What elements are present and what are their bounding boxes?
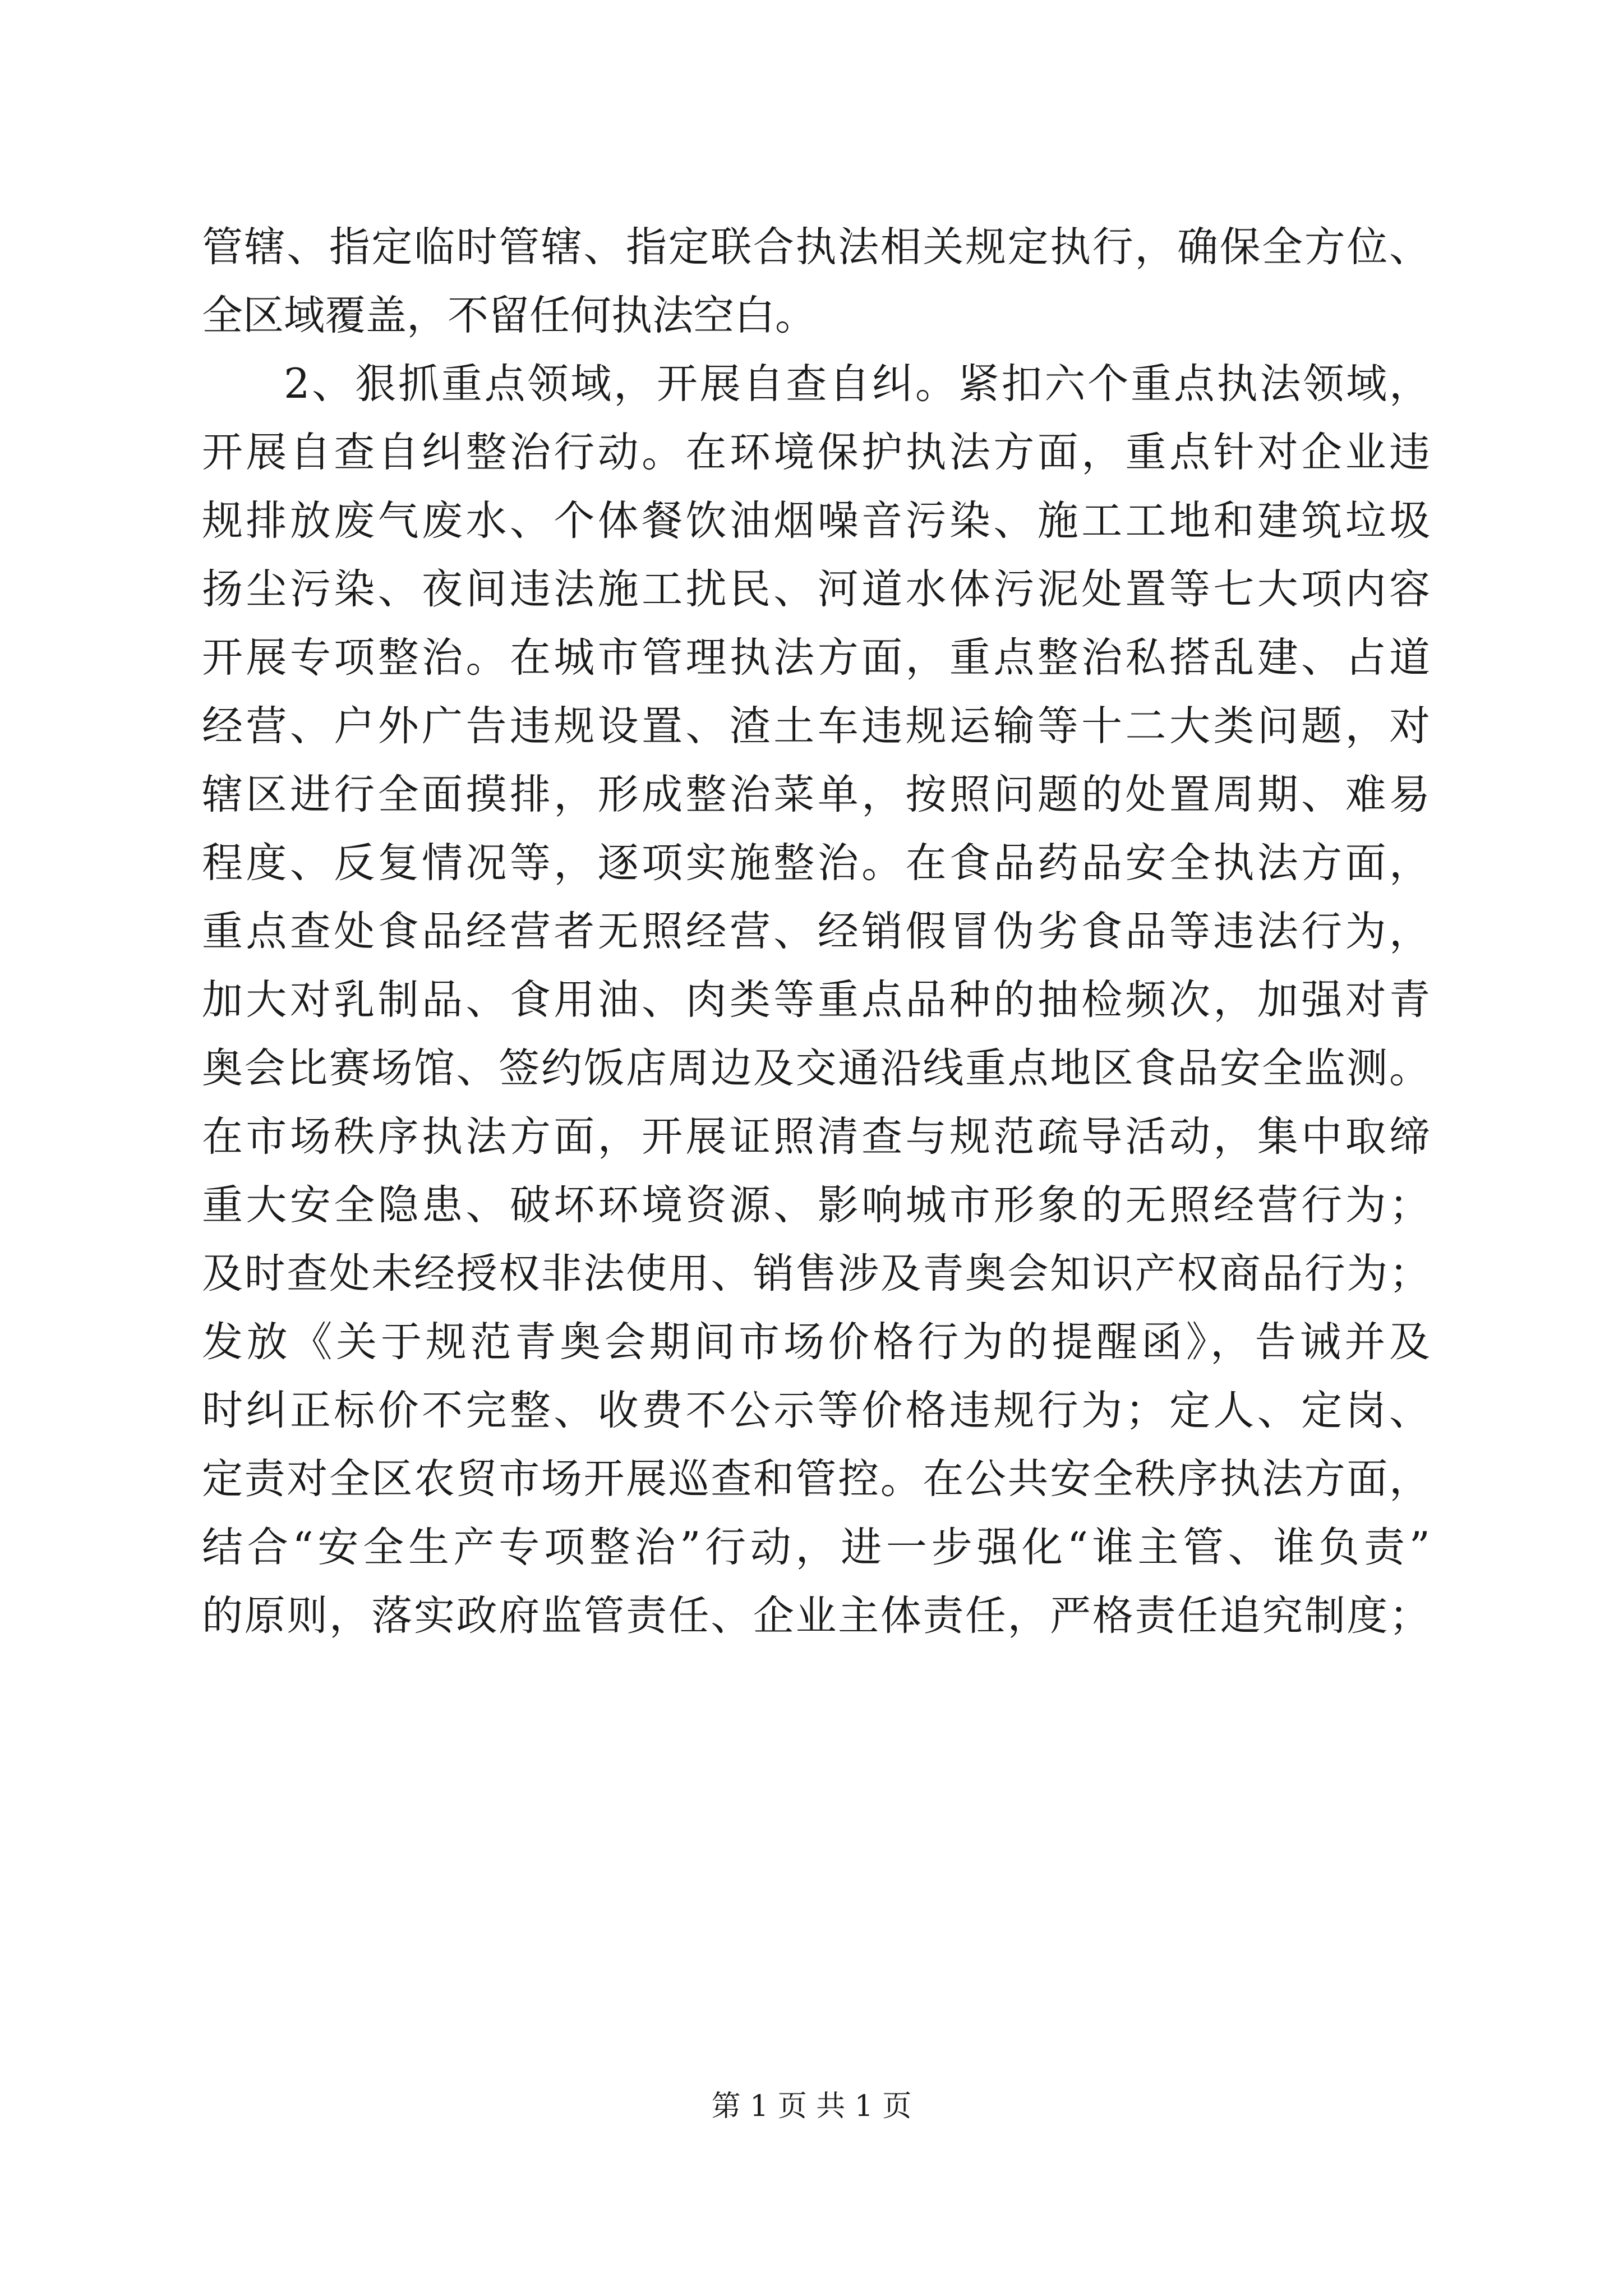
text-line: 定责对全区农贸市场开展巡查和管控。在公共安全秩序执法方面， [202,1455,1430,1503]
text-line: 重大安全隐患、破坏环境资源、影响城市形象的无照经营行为； [202,1181,1430,1229]
text-line: 发放《关于规范青奥会期间市场价格行为的提醒函》，告诫并及 [202,1318,1430,1366]
text-line: 经营、户外广告违规设置、渣土车违规运输等十二大类问题，对 [202,702,1430,750]
text-line: 加大对乳制品、食用油、肉类等重点品种的抽检频次，加强对青 [202,976,1430,1024]
text-line: 全区域覆盖，不留任何执法空白。 [202,292,816,339]
text-line: 管辖、指定临时管辖、指定联合执法相关规定执行，确保全方位、 [202,223,1430,271]
text-line: 扬尘污染、夜间违法施工扰民、河道水体污泥处置等七大项内容 [202,565,1430,613]
text-line: 辖区进行全面摸排，形成整治菜单，按照问题的处置周期、难易 [202,771,1430,818]
document-body [202,213,1430,1650]
text-line: 规排放废气废水、个体餐饮油烟噪音污染、施工工地和建筑垃圾 [202,497,1430,545]
text-line: 结合“安全生产专项整治”行动，进一步强化“谁主管、谁负责” [202,1524,1430,1571]
text-line: 程度、反复情况等，逐项实施整治。在食品药品安全执法方面， [202,839,1430,887]
page-number-footer: 第 1 页 共 1 页 [711,2090,912,2123]
text-line: 开展自查自纠整治行动。在环境保护执法方面，重点针对企业违 [202,429,1430,476]
text-line: 开展专项整治。在城市管理执法方面，重点整治私搭乱建、占道 [202,634,1430,682]
text-line: 的原则，落实政府监管责任、企业主体责任，严格责任追究制度； [202,1592,1430,1640]
text-line: 重点查处食品经营者无照经营、经销假冒伪劣食品等违法行为， [202,908,1430,955]
text-line: 时纠正标价不完整、收费不公示等价格违规行为；定人、定岗、 [202,1387,1430,1434]
text-line: 及时查处未经授权非法使用、销售涉及青奥会知识产权商品行为； [202,1250,1430,1297]
text-line: 奥会比赛场馆、签约饭店周边及交通沿线重点地区食品安全监测。 [202,1045,1430,1092]
text-line: 2、狠抓重点领域，开展自查自纠。紧扣六个重点执法领域， [284,360,1430,408]
text-line: 在市场秩序执法方面，开展证照清查与规范疏导活动，集中取缔 [202,1113,1430,1161]
